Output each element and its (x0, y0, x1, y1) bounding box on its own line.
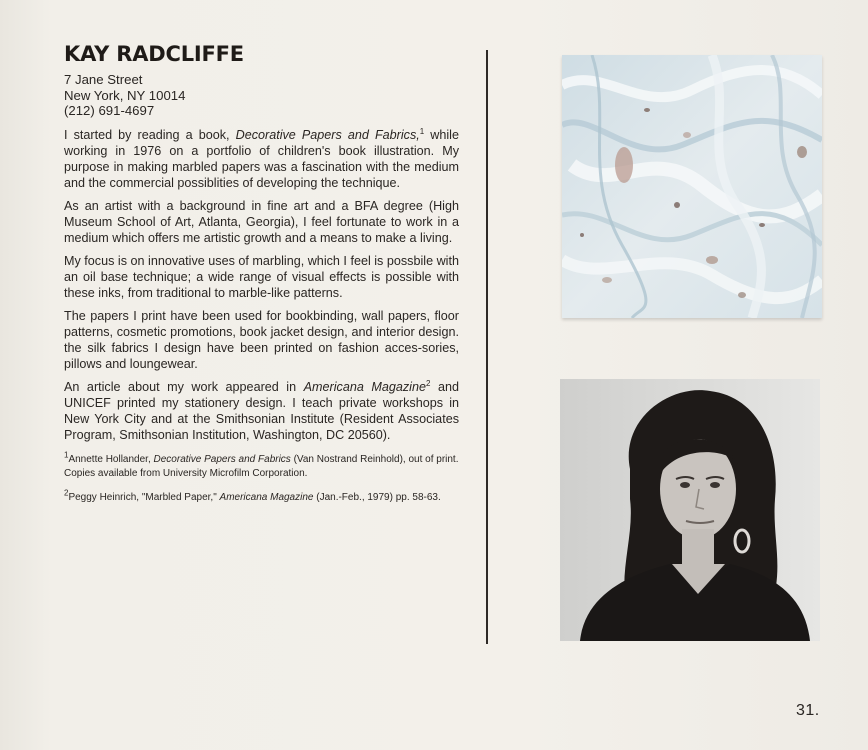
footnote-ref-2: 2 (425, 378, 431, 388)
artist-name: KAY RADCLIFFE (64, 42, 244, 66)
artist-address (64, 72, 459, 119)
address-phone: (212) 691-4697 (64, 103, 155, 118)
address-city: New York, NY 10014 (64, 87, 186, 103)
footnote-1: $^1$Annette Hollander, Decorative Papers and Fabrics (Van Nostrand Reinhold), out of print. Copies available from University Microfilm Corporation. (64, 450, 459, 479)
artist-statement (64, 127, 459, 443)
marbled-paper-image (562, 55, 822, 318)
page-number: 31. (796, 702, 820, 719)
footnote-2: $^2$Peggy Heinrich, "Marbled Paper," Americana Magazine (Jan.-Feb., 1979) pp. 58-63. (64, 488, 441, 503)
paragraph-3: My focus is on innovative uses of marbling, which I feel is possbile with an oil base technique; a wide range of visual effects is possible with these inks, from traditional to marble-like patterns. (64, 253, 459, 300)
artist-portrait-photo (560, 379, 820, 641)
column-divider (486, 50, 488, 644)
paragraph-2: As an artist with a background in fine art and a BFA degree (High Museum School of Art, Atlanta, Georgia), I feel fortunate to work in a medium which offers me artistic growth and a means to make a living. (64, 198, 459, 245)
paragraph-5: An article about my work appeared in Americana Magazine$^2$ and UNICEF printed my stationery design. I teach private workshops in New York City and at the Smithsonian Institute (Resident Associates Program, Smithsonian Institution, Washington, DC 20560). (64, 378, 459, 442)
footnote-ref-1: 1 (419, 126, 425, 136)
paragraph-1: I started by reading a book, Decorative Papers and Fabrics,$^1$ while working in 1976 on a portfolio of children's book illustration. My purpose in making marbled papers was a fascination with the medium and the commercial possiblities of developing the technique. (64, 126, 459, 190)
address-street: 7 Jane Street (64, 72, 143, 87)
magazine-title: Americana Magazine (303, 379, 426, 394)
footnotes (64, 450, 459, 505)
book-title: Decorative Papers and Fabrics, (235, 127, 420, 142)
text-column (64, 42, 459, 515)
paragraph-4: The papers I print have been used for bookbinding, wall papers, floor patterns, cosmetic promotions, book jacket design, and interior design. the silk fabrics I design have been printed on fashion acces-sories, pillows and loungewear. (64, 308, 459, 371)
